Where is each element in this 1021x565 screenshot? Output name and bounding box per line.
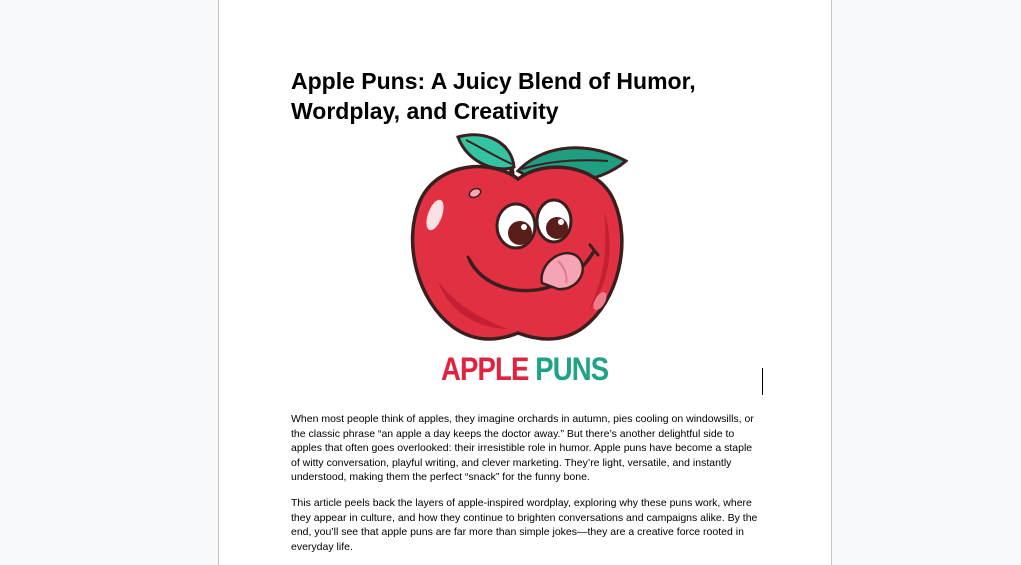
logo-word-apple: APPLE	[441, 351, 529, 387]
text-cursor	[762, 368, 763, 395]
document-page[interactable]	[218, 0, 832, 565]
overview-paragraph[interactable]: This article peels back the layers of apple-inspired wordplay, exploring why these puns work, where they appear in culture, and how they continue to brighten conversations and campaigns alike. By the end, you’ll see that apple puns are far more than simple jokes—they are a creative force rooted in everyday life.	[291, 497, 758, 553]
document-title[interactable]: Apple Puns: A Juicy Blend of Humor, Wordplay, and Creativity	[291, 68, 696, 124]
intro-paragraph[interactable]: When most people think of apples, they imagine orchards in autumn, pies cooling on windowsills, or the classic phrase “an apple a day keeps the doctor away.” But there’s another delightful side to apples that often goes overlooked: their irresistible role in humor. Apple puns have become a staple of witty conversation, playful writing, and clever marketing. They’re light, versatile, and instantly understood, making them the perfect “snack” for the funny bone.	[291, 413, 754, 483]
apple-mascot-icon	[408, 131, 628, 346]
apple-puns-logo-text	[441, 349, 608, 389]
logo-word-puns: PUNS	[535, 351, 609, 387]
